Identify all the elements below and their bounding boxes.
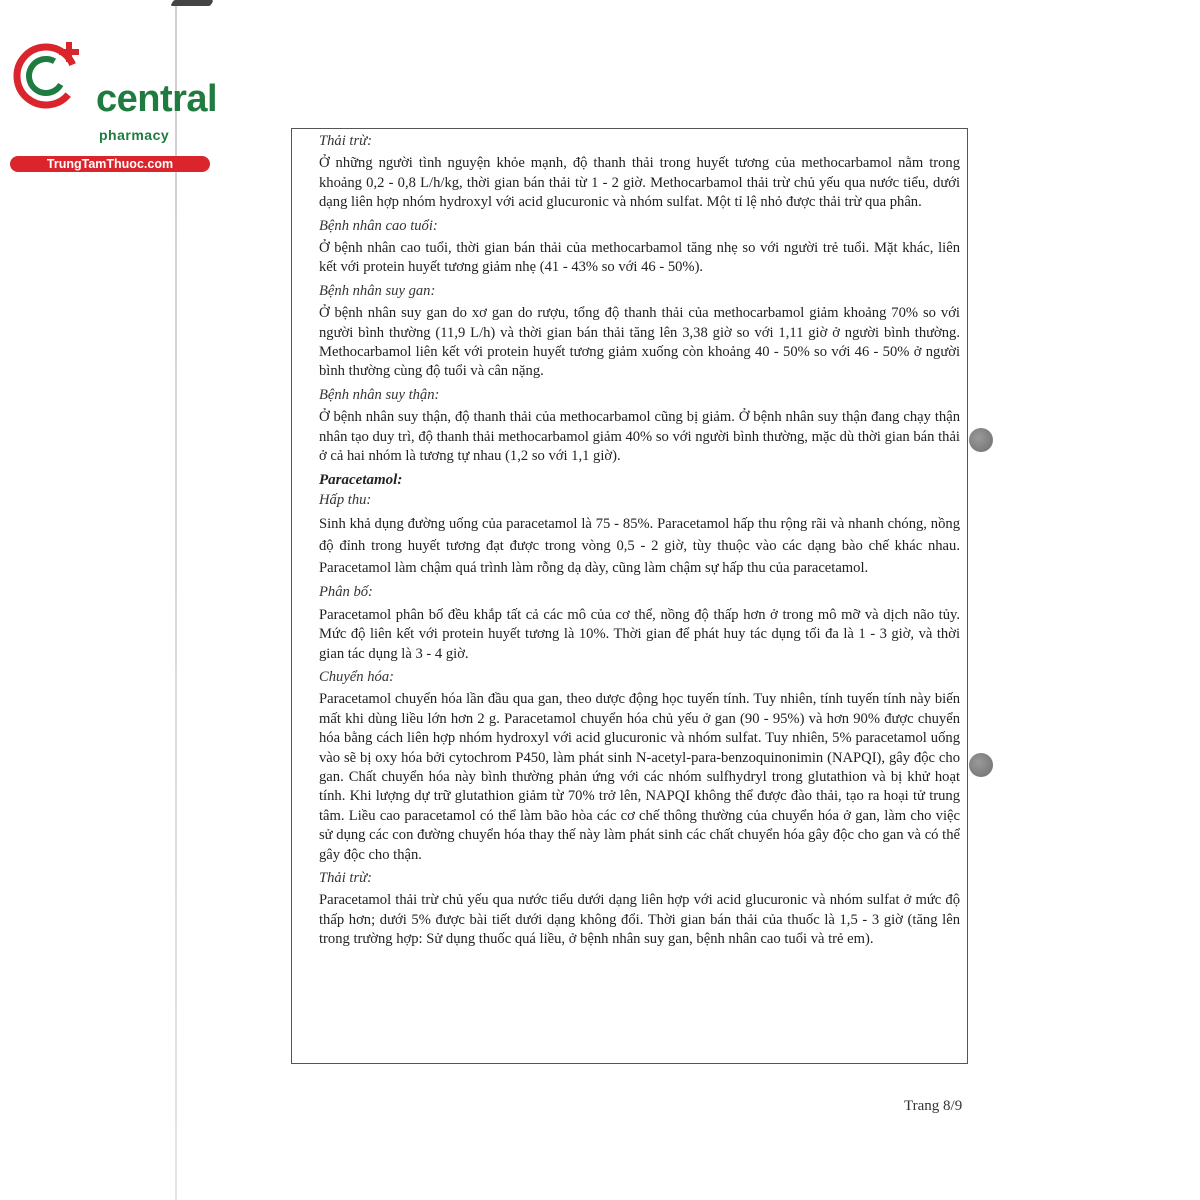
page-number: Trang 8/9 — [904, 1098, 963, 1114]
section-text: Ở những người tình nguyện khỏe mạnh, độ thanh thải trong huyết tương của methocarbamol nằm trong khoảng 0,2 - 0,8 L/h/kg, thời gian bán thải từ 1 - 2 giờ. Methocarbamol thải trừ chủ yếu qua nước tiểu, dưới dạng liên hợp nhóm hydroxyl với acid glucuronic và nhóm sulfat. Một tỉ lệ nhỏ được thải trừ qua phân. — [319, 155, 960, 211]
central-pharmacy-logo[interactable] — [10, 38, 218, 171]
scan-edge — [175, 0, 177, 1200]
section-text: Ở bệnh nhân suy gan do xơ gan do rượu, tổng độ thanh thải của methocarbamol giảm khoảng 70% so với người bình thường (11,9 L/h) và thời gian bán thải tăng lên 3,38 giờ so với 1,11 giờ ở người bình thường. Methocarbamol liên kết với protein huyết tương giảm xuống còn khoảng 40 - 50% so với 46 - 50% ở người bình thường cùng độ tuổi và cân nặng. — [319, 305, 960, 380]
logo-subtitle: pharmacy — [99, 127, 170, 143]
punch-hole-icon — [969, 428, 993, 452]
logo-banner: TrungTamThuoc.com — [10, 156, 210, 172]
section-heading: Thải trừ: — [319, 133, 372, 149]
section-heading: Thải trừ: — [319, 870, 372, 886]
logo-mark-icon — [10, 38, 90, 118]
section-text: Sinh khả dụng đường uống của paracetamol là 75 - 85%. Paracetamol hấp thu rộng rãi và nhanh chóng, nồng độ đỉnh trong huyết tương đạt được trong vòng 0,5 - 2 giờ, tùy thuộc vào các dạng bào chế khác nhau. Paracetamol làm chậm quá trình làm rỗng dạ dày, cũng làm chậm sự hấp thu của paracetamol. — [319, 516, 960, 577]
drug-title: Paracetamol: — [319, 471, 403, 488]
section-text: Paracetamol thải trừ chủ yếu qua nước tiểu dưới dạng liên hợp với acid glucuronic và nhóm sulfat ở mức độ thấp hơn; dưới 5% được bài tiết dưới dạng không đổi. Thời gian bán thải của thuốc là 1,5 - 3 giờ (tăng lên trong trường hợp: Sử dụng thuốc quá liều, ở bệnh nhân suy gan, bệnh nhân cao tuổi và trẻ em). — [319, 892, 960, 948]
section-text: Ở bệnh nhân cao tuổi, thời gian bán thải của methocarbamol tăng nhẹ so với người trẻ tuổi. Mặt khác, liên kết với protein huyết tương giảm nhẹ (41 - 43% so với 46 - 50%). — [319, 240, 960, 276]
document-box — [291, 128, 968, 1064]
section-heading: Phân bố: — [319, 584, 373, 601]
section-heading: Chuyển hóa: — [319, 668, 394, 685]
section-text: Paracetamol phân bố đều khắp tất cả các mô của cơ thể, nồng độ thấp hơn ở trong mô mỡ và dịch não tủy. Mức độ liên kết với protein huyết tương là 10%. Thời gian để phát huy tác dụng tối đa là 1 - 3 giờ, và thời gian tác dụng là 3 - 4 giờ. — [319, 606, 960, 662]
section-text: Paracetamol chuyển hóa lần đầu qua gan, theo dược động học tuyến tính. Tuy nhiên, tính tuyến tính này biến mất khi dùng liều lớn hơn 2 g. Paracetamol chuyển hóa chủ yếu ở gan (90 - 95%) và hơn 90% được chuyển hóa bằng cách liên hợp nhóm hydroxyl với acid glucuronic và nhóm sulfat. Tuy nhiên, 5% paracetamol uống vào sẽ bị oxy hóa bởi cytochrom P450, làm phát sinh N-acetyl-para-benzoquinonimin (NAPQI), gây độc cho gan. Chất chuyển hóa này bình thường phản ứng với các nhóm sulfhydryl trong glutathion và bị khử hoạt tính. Khi lượng dự trữ glutathion giảm từ 70% trở lên, NAPQI không thể được đào thải, tạo ra hoại tử trung tâm. Liều cao paracetamol có thể làm bão hòa các cơ chế thông thường của chuyển hóa ở gan, làm cho việc sử dụng các con đường chuyển hóa thay thế này làm phát sinh các chất chuyển hóa gây độc cho gan và có thể gây độc cho thận. — [319, 691, 960, 863]
punch-hole-icon — [969, 753, 993, 777]
section-heading: Bệnh nhân suy thận: — [319, 386, 440, 403]
scan-mark — [170, 0, 213, 6]
section-text: Ở bệnh nhân suy thận, độ thanh thải của methocarbamol cũng bị giảm. Ở bệnh nhân suy thận đang chạy thận nhân tạo duy trì, độ thanh thải methocarbamol giảm 40% so với người bình thường, mặc dù thời gian bán thải ở cả hai nhóm là tương tự nhau (1,2 so với 1,1 giờ). — [319, 409, 960, 465]
logo-name: central — [96, 78, 218, 120]
section-heading: Hấp thu: — [319, 491, 372, 508]
section-heading: Bệnh nhân cao tuổi: — [319, 217, 438, 234]
section-heading: Bệnh nhân suy gan: — [319, 282, 436, 299]
